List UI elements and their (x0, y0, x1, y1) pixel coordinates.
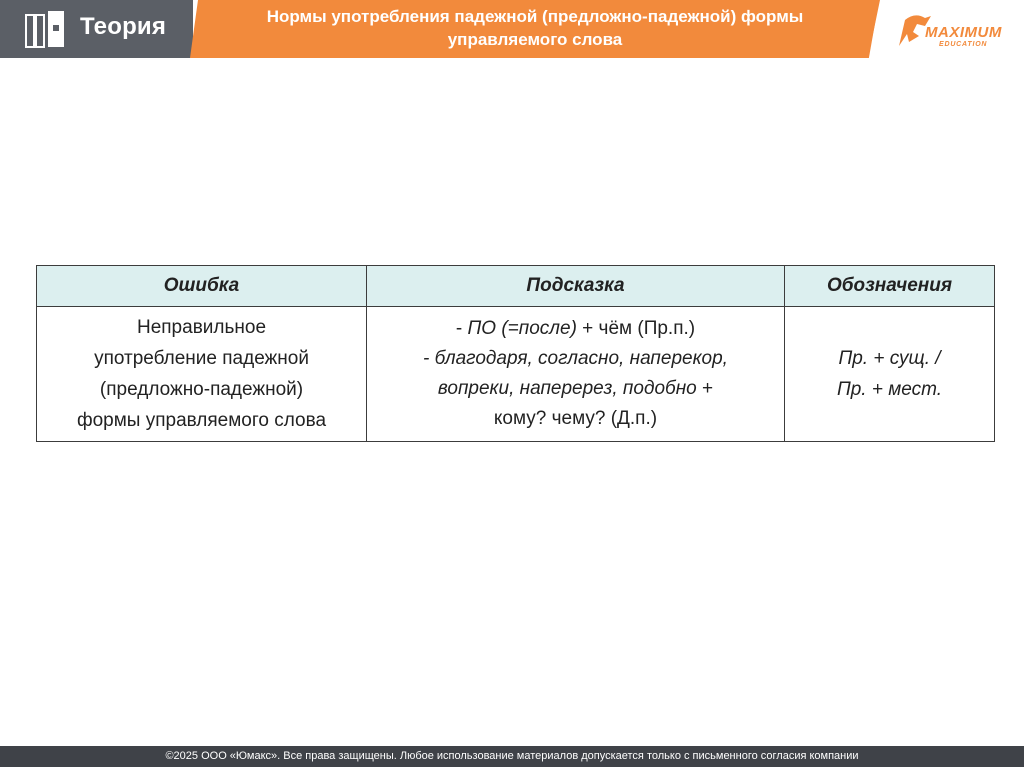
hint-line3-rest: + (696, 378, 714, 399)
copyright-text: ©2025 ООО «Юмакс». Все права защищены. Любое использование материалов допускается только с письменного согласия компании (165, 750, 859, 762)
page-title-line1: Нормы употребления падежной (предложно-падежной) формы (266, 7, 804, 26)
symbols-cell (785, 307, 995, 442)
hint-line3-italic: вопреки, наперерез, подобно (437, 378, 697, 399)
header-symbols: Обозначения (785, 266, 995, 307)
logo-word: MAXIMUM (925, 24, 1002, 41)
section-block (0, 0, 193, 58)
hint-line1-rest: + чём (Пр.п.) (576, 318, 696, 339)
error-line: употребление падежной (94, 348, 309, 369)
table-header-row (37, 266, 995, 307)
hint-line-3 (368, 374, 783, 404)
symbols-line: Пр. + мест. (836, 379, 943, 400)
page-title-line2: управляемого слова (447, 30, 623, 49)
page-title (190, 5, 880, 51)
hint-line-4: кому? чему? (Д.п.) (493, 408, 658, 429)
rules-table (36, 265, 995, 442)
hint-prefix: - (455, 318, 468, 339)
header-hint: Подсказка (367, 266, 785, 307)
footer (0, 746, 1024, 767)
table-row (37, 307, 995, 442)
header (0, 0, 1024, 60)
error-line: формы управляемого слова (76, 410, 327, 431)
hint-po: ПО (=после) (467, 318, 577, 339)
header-error: Ошибка (37, 266, 367, 307)
logo-sub: EDUCATION (939, 41, 988, 48)
hint-cell (367, 307, 785, 442)
error-cell (37, 307, 367, 442)
hint-line-1 (368, 314, 783, 344)
maximum-logo (895, 12, 1024, 50)
error-line: (предложно-падежной) (99, 379, 304, 400)
symbols-line: Пр. + сущ. / (838, 348, 941, 369)
hint-line-2: - благодаря, согласно, наперекор, (423, 348, 728, 369)
book-icon (24, 9, 68, 49)
error-line: Неправильное (136, 317, 267, 338)
section-label: Теория (80, 13, 167, 40)
